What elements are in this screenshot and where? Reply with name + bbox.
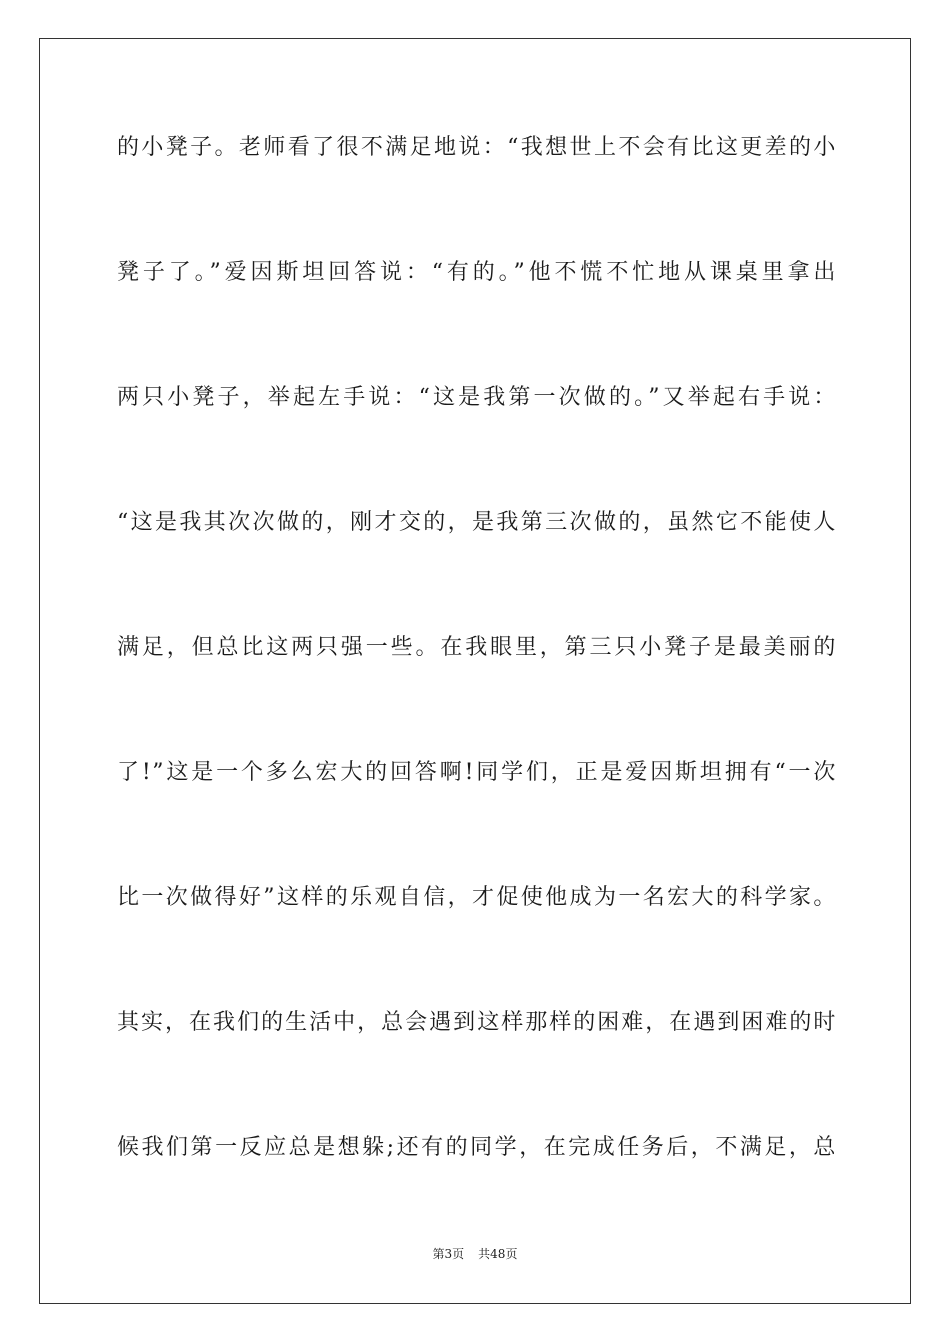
text-line: 凳子了。”爱因斯坦回答说：“有的。”他不慌不忙地从课桌里拿出 <box>117 260 837 285</box>
text-line: 的小凳子。老师看了很不满足地说：“我想世上不会有比这更差的小 <box>117 135 837 160</box>
page-footer <box>0 1246 950 1262</box>
text-line: 满足，但总比这两只强一些。在我眼里，第三只小凳子是最美丽的 <box>117 635 837 660</box>
text-line: 两只小凳子，举起左手说：“这是我第一次做的。”又举起右手说： <box>117 385 837 410</box>
text-line: 其实，在我们的生活中，总会遇到这样那样的困难，在遇到困难的时 <box>117 1010 837 1035</box>
page-border <box>39 38 911 1304</box>
text-line: 比一次做得好”这样的乐观自信，才促使他成为一名宏大的科学家。 <box>117 885 837 910</box>
text-line: 候我们第一反应总是想躲;还有的同学，在完成任务后，不满足，总 <box>117 1135 837 1160</box>
text-line: 了!”这是一个多么宏大的回答啊!同学们，正是爱因斯坦拥有“一次 <box>117 760 837 785</box>
page-total: 共48页 <box>478 1247 518 1261</box>
text-line: “这是我其次次做的，刚才交的，是我第三次做的，虽然它不能使人 <box>117 510 837 535</box>
page-number: 第3页 <box>432 1247 465 1261</box>
